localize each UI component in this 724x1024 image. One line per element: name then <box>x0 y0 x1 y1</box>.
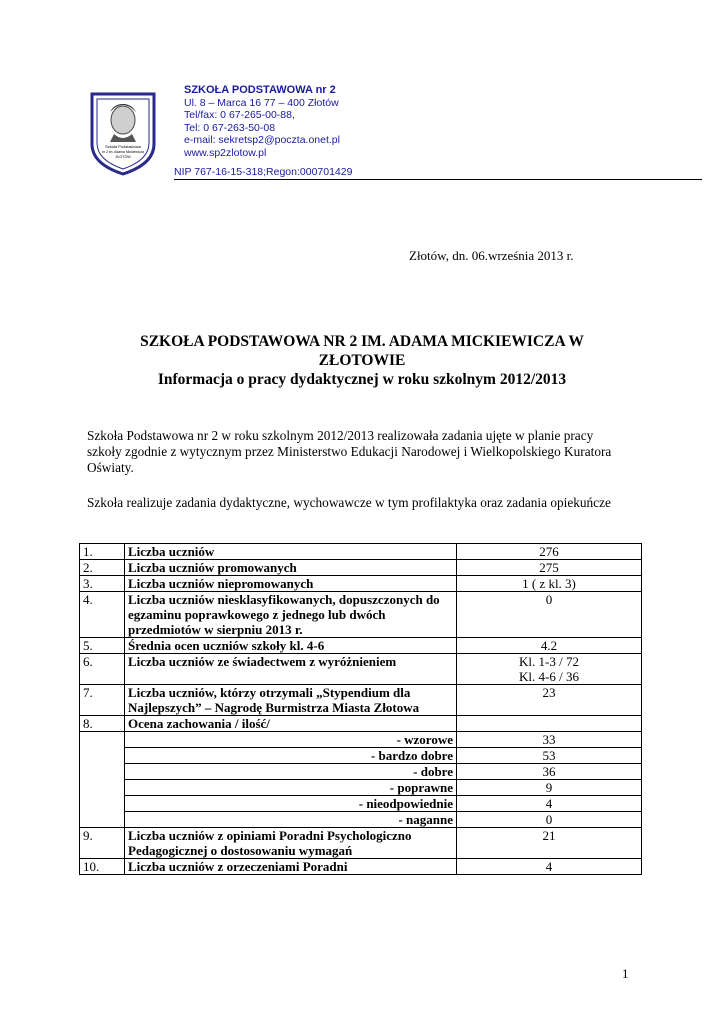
row-value: 4 <box>457 859 642 875</box>
row-value: 276 <box>457 544 642 560</box>
row-label: Ocena zachowania / ilość/ <box>125 716 457 732</box>
row-number: 7. <box>80 685 125 716</box>
intro-paragraph: Szkoła Podstawowa nr 2 w roku szkolnym 2012/2013 realizowała zadania ujęte w planie pracy szkoły zgodnie z wytycznym przez Ministerstwo Edukacji Narodowej i Wielkopolskiego Kuratora Oświaty. <box>87 428 612 475</box>
telephone: Tel: 0 67-263-50-08 <box>184 121 276 134</box>
table-row <box>80 716 642 732</box>
blank-cell <box>80 812 125 828</box>
row-label: Liczba uczniów promowanych <box>125 560 457 576</box>
email-link[interactable]: e-mail: sekretsp2@poczta.onet.pl <box>184 134 340 147</box>
letterhead-divider <box>174 179 702 180</box>
row-value: 275 <box>457 560 642 576</box>
emblem-text-1: Szkoła Podstawowa <box>105 144 141 149</box>
row-number: 4. <box>80 592 125 638</box>
behavior-label: - poprawne <box>125 780 457 796</box>
table-row <box>80 560 642 576</box>
behavior-row <box>80 780 642 796</box>
tasks-paragraph: Szkoła realizuje zadania dydaktyczne, wychowawcze w tym profilaktyka oraz zadania opiekuńcze <box>87 495 611 510</box>
row-label: Liczba uczniów z orzeczeniami Poradni <box>125 859 457 875</box>
row-label: Średnia ocen uczniów szkoły kl. 4-6 <box>125 638 457 654</box>
behavior-value: 36 <box>457 764 642 780</box>
nip-regon: NIP 767-16-15-318;Regon:000701429 <box>174 166 353 178</box>
honors-grades-4-6: Kl. 4-6 / 36 <box>519 669 579 684</box>
behavior-value: 4 <box>457 796 642 812</box>
behavior-label: - bardzo dobre <box>125 748 457 764</box>
row-number: 8. <box>80 716 125 732</box>
table-row <box>80 828 642 859</box>
behavior-value: 0 <box>457 812 642 828</box>
row-label: Liczba uczniów z opiniami Poradni Psychologiczno Pedagogicznej o dostosowaniu wymagań <box>125 828 457 859</box>
table-row <box>80 544 642 560</box>
address: Ul. 8 – Marca 16 77 – 400 Złotów <box>184 96 339 109</box>
table-row <box>80 576 642 592</box>
emblem-text-3: ZŁOTÓW <box>115 155 131 159</box>
honors-grades-1-3: Kl. 1-3 / 72 <box>519 654 579 669</box>
table-row <box>80 859 642 875</box>
behavior-row <box>80 732 642 748</box>
behavior-value: 33 <box>457 732 642 748</box>
page-number: 1 <box>622 966 629 981</box>
behavior-label: - nieodpowiednie <box>125 796 457 812</box>
row-value: 1 ( z kl. 3) <box>457 576 642 592</box>
row-number: 3. <box>80 576 125 592</box>
row-number: 1. <box>80 544 125 560</box>
row-value <box>457 716 642 732</box>
behavior-row <box>80 748 642 764</box>
blank-cell <box>80 748 125 764</box>
table-row <box>80 592 642 638</box>
heading-line-3: Informacja o pracy dydaktycznej w roku szkolnym 2012/2013 <box>157 371 567 388</box>
heading-line-1: SZKOŁA PODSTAWOWA NR 2 IM. ADAMA MICKIEWICZA W <box>140 333 584 350</box>
behavior-row <box>80 812 642 828</box>
heading-line-2: ZŁOTOWIE <box>318 352 406 369</box>
table-row <box>80 638 642 654</box>
school-name-header: SZKOŁA PODSTAWOWA nr 2 <box>184 84 336 96</box>
behavior-label: - naganne <box>125 812 457 828</box>
row-value: 4.2 <box>457 638 642 654</box>
row-number: 9. <box>80 828 125 859</box>
document-date: Złotów, dn. 06.września 2013 r. <box>409 248 574 263</box>
statistics-table <box>79 543 642 875</box>
behavior-row <box>80 796 642 812</box>
row-label: Liczba uczniów niepromowanych <box>125 576 457 592</box>
behavior-label: - wzorowe <box>125 732 457 748</box>
row-number: 6. <box>80 654 125 685</box>
behavior-label: - dobre <box>125 764 457 780</box>
row-value: 21 <box>457 828 642 859</box>
behavior-value: 53 <box>457 748 642 764</box>
blank-cell <box>80 732 125 748</box>
blank-cell <box>80 780 125 796</box>
emblem-text-2: nr 2 im. Adama Mickiewicza <box>102 150 144 154</box>
row-label: Liczba uczniów <box>125 544 457 560</box>
row-number: 2. <box>80 560 125 576</box>
row-label: Liczba uczniów niesklasyfikowanych, dopuszczonych do egzaminu poprawkowego z jednego lub dwóch przedmiotów w sierpniu 2013 r. <box>125 592 457 638</box>
row-number: 5. <box>80 638 125 654</box>
behavior-row <box>80 764 642 780</box>
row-value <box>457 654 642 685</box>
letterhead <box>88 84 616 180</box>
telfax: Tel/fax: 0 67-265-00-88, <box>184 109 295 122</box>
blank-cell <box>80 764 125 780</box>
blank-cell <box>80 796 125 812</box>
document-heading <box>80 332 644 389</box>
website-link[interactable]: www.sp2zlotow.pl <box>184 146 267 159</box>
table-row <box>80 654 642 685</box>
table-row <box>80 685 642 716</box>
row-value: 0 <box>457 592 642 638</box>
school-emblem-icon <box>88 90 158 176</box>
behavior-value: 9 <box>457 780 642 796</box>
row-number: 10. <box>80 859 125 875</box>
row-value: 23 <box>457 685 642 716</box>
row-label: Liczba uczniów ze świadectwem z wyróżnieniem <box>125 654 457 685</box>
row-label: Liczba uczniów, którzy otrzymali „Stypendium dla Najlepszych” – Nagrodę Burmistrza Miasta Złotowa <box>125 685 457 716</box>
